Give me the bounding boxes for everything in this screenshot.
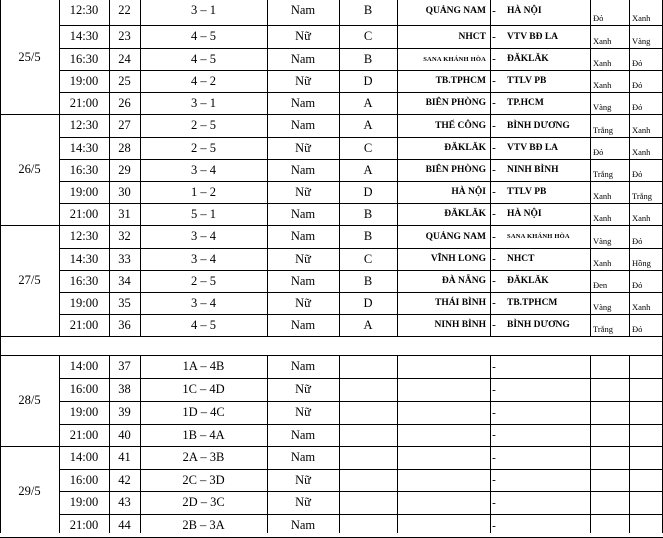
jersey-color-a: Trắng (593, 125, 613, 135)
match-number: 24 (118, 51, 131, 66)
jersey-color-a: Xanh (593, 36, 612, 46)
team-separator: - (492, 451, 496, 464)
team-separator: - (492, 4, 496, 17)
match-pool (339, 469, 397, 491)
match-gender: Nam (290, 206, 316, 221)
match-time: 21:00 (69, 427, 99, 442)
match-number: 35 (118, 295, 131, 310)
match-score: 3 – 1 (191, 95, 216, 110)
team-b: BÌNH DƯƠNG (507, 320, 570, 330)
team-separator: - (492, 208, 496, 220)
match-score: 2C – 3D (182, 472, 225, 487)
jersey-color-b (629, 401, 663, 424)
team-b (498, 378, 590, 401)
jersey-color-b (629, 378, 663, 401)
team-a (397, 446, 490, 469)
team-b: NHCT (507, 254, 535, 264)
team-a: ĐĂKLĂK (444, 143, 486, 153)
match-pool: A (363, 95, 373, 110)
match-pool: A (363, 317, 373, 332)
team-a (397, 424, 490, 446)
match-pool (339, 378, 397, 401)
team-separator: - (492, 142, 496, 154)
match-pool: B (363, 3, 373, 17)
team-a: THỂ CÔNG (435, 120, 486, 131)
team-b (498, 514, 590, 537)
match-gender: Nam (290, 273, 316, 288)
match-time: 16:30 (69, 51, 99, 66)
jersey-color-a: Xanh (593, 58, 612, 68)
team-separator: - (492, 406, 496, 419)
match-time: 12:30 (69, 3, 99, 17)
jersey-color-b (629, 469, 663, 491)
match-number: 25 (118, 73, 131, 88)
match-score: 2 – 5 (191, 118, 216, 132)
match-score: 1 – 2 (191, 184, 216, 199)
jersey-color-a: Đỏ (593, 147, 604, 157)
team-a: QUẢNG NAM (425, 231, 486, 242)
team-separator: - (492, 474, 496, 486)
match-gender: Nam (290, 317, 316, 332)
jersey-color-b: Đỏ (632, 80, 643, 90)
match-number: 27 (118, 118, 131, 132)
team-a (397, 355, 490, 378)
team-separator: - (492, 383, 496, 396)
jersey-color-a: Xanh (593, 80, 612, 90)
team-separator: - (492, 429, 496, 441)
match-date: 25/5 (18, 49, 41, 64)
match-score: 1B – 4A (182, 427, 225, 442)
team-a: BIÊN PHÒNG (425, 165, 486, 175)
team-separator: - (492, 186, 496, 198)
match-number: 38 (118, 382, 131, 396)
match-score: 3 – 4 (191, 295, 216, 310)
match-number: 28 (118, 140, 131, 155)
jersey-color-b: Trắng (632, 191, 652, 201)
team-separator: - (492, 119, 496, 132)
team-b (498, 446, 590, 469)
match-number: 29 (118, 162, 131, 177)
match-gender: Nữ (295, 140, 311, 155)
match-gender: Nữ (295, 184, 311, 199)
match-time: 21:00 (69, 206, 99, 221)
team-separator: - (492, 164, 496, 176)
jersey-color-b: Xanh (632, 213, 651, 223)
jersey-color-b: Xanh (632, 13, 651, 23)
jersey-color-b (629, 355, 663, 378)
team-b: VTV BĐ LA (507, 31, 559, 42)
team-a: THÁI BÌNH (435, 298, 486, 308)
match-time: 16:00 (69, 382, 99, 396)
team-b: TTLV PB (507, 76, 547, 86)
team-separator: - (492, 97, 496, 109)
match-time: 14:30 (69, 251, 99, 266)
jersey-color-b (629, 424, 663, 446)
team-b (498, 355, 590, 378)
match-gender: Nam (290, 450, 316, 464)
jersey-color-b: Hồng (632, 258, 651, 268)
match-number: 31 (118, 206, 131, 221)
match-number: 39 (118, 405, 131, 419)
jersey-color-b: Xanh (632, 302, 651, 312)
match-number: 36 (118, 317, 131, 332)
match-number: 42 (118, 472, 131, 487)
match-time: 19:00 (69, 405, 99, 419)
match-time: 14:30 (69, 29, 99, 43)
match-time: 16:30 (69, 273, 99, 288)
team-a: QUẢNG NAM (425, 5, 486, 16)
match-pool: D (363, 73, 373, 88)
match-time: 19:00 (69, 184, 99, 199)
team-separator: - (492, 53, 496, 65)
team-a: BIÊN PHÒNG (425, 98, 486, 108)
match-number: 43 (118, 495, 131, 509)
match-pool (339, 355, 397, 378)
match-time: 14:00 (69, 450, 99, 464)
match-pool (339, 401, 397, 424)
team-b: ĐĂKLĂK (507, 54, 549, 64)
match-score: 2A – 3B (182, 450, 225, 464)
match-score: 4 – 5 (191, 51, 216, 66)
team-b (498, 491, 590, 514)
jersey-color-b: Đỏ (632, 102, 643, 112)
match-score: 1C – 4D (182, 382, 225, 396)
jersey-color-a: Xanh (593, 191, 612, 201)
jersey-color-a: Vàng (593, 102, 612, 112)
match-score: 5 – 1 (191, 206, 216, 221)
team-b (498, 469, 590, 491)
team-a: NINH BÌNH (434, 320, 486, 330)
match-score: 3 – 1 (191, 3, 216, 17)
team-a (397, 401, 490, 424)
team-separator: - (492, 30, 496, 43)
team-b: HÀ NỘI (507, 209, 542, 219)
team-a (397, 491, 490, 514)
jersey-color-b (629, 491, 663, 514)
jersey-color-b: Đỏ (632, 280, 643, 290)
match-score: 1D – 4C (182, 405, 225, 419)
match-gender: Nữ (295, 295, 311, 310)
match-time: 19:00 (69, 295, 99, 310)
jersey-color-a (590, 401, 629, 424)
jersey-color-a: Đen (593, 280, 608, 290)
match-score: 2B – 3A (182, 518, 225, 532)
team-b: VTV BĐ LA (507, 143, 559, 153)
match-number: 33 (118, 251, 131, 266)
jersey-color-b: Xanh (632, 125, 651, 135)
team-b: TP.HCM (507, 98, 544, 108)
jersey-color-a (590, 491, 629, 514)
match-number: 37 (118, 359, 131, 373)
match-pool: A (363, 118, 373, 132)
team-b: TTLV PB (507, 187, 547, 197)
match-time: 21:00 (69, 518, 99, 532)
match-pool (339, 424, 397, 446)
jersey-color-a (590, 469, 629, 491)
team-separator: - (492, 360, 496, 373)
jersey-color-a: Đỏ (593, 13, 604, 23)
jersey-color-a: Trắng (593, 324, 613, 334)
match-number: 41 (118, 450, 131, 464)
match-score: 2D – 3C (182, 495, 225, 509)
team-separator: - (492, 275, 496, 287)
team-separator: - (492, 75, 496, 87)
match-time: 21:00 (69, 95, 99, 110)
match-gender: Nam (290, 162, 316, 177)
match-gender: Nữ (295, 251, 311, 266)
jersey-color-b: Xanh (632, 147, 651, 157)
match-score: 3 – 4 (191, 162, 216, 177)
match-gender: Nam (290, 3, 316, 17)
team-a: NHCT (458, 31, 486, 42)
match-time: 12:30 (69, 229, 99, 243)
match-time: 14:30 (69, 140, 99, 155)
jersey-color-b (629, 446, 663, 469)
match-number: 26 (118, 95, 131, 110)
team-b: ĐĂKLĂK (507, 276, 549, 286)
match-pool: C (363, 29, 373, 43)
jersey-color-a: Xanh (593, 213, 612, 223)
match-date: 28/5 (18, 393, 41, 407)
match-number: 32 (118, 229, 131, 243)
match-gender: Nữ (295, 29, 311, 43)
match-number: 34 (118, 273, 131, 288)
team-b (498, 401, 590, 424)
match-number: 40 (118, 427, 131, 442)
match-score: 2 – 5 (191, 273, 216, 288)
match-gender: Nam (290, 118, 316, 132)
team-a: TB.TPHCM (435, 76, 486, 86)
match-number: 23 (118, 29, 131, 43)
team-b: HÀ NỘI (507, 5, 542, 16)
match-pool: B (363, 229, 373, 243)
team-a (397, 469, 490, 491)
match-pool (339, 446, 397, 469)
team-b (498, 424, 590, 446)
match-number: 22 (118, 3, 131, 17)
match-gender: Nữ (295, 472, 311, 487)
match-number: 44 (118, 518, 131, 532)
jersey-color-b (629, 514, 663, 537)
match-date: 29/5 (18, 484, 41, 498)
jersey-color-a: Trắng (593, 169, 613, 179)
match-pool: C (363, 140, 373, 155)
jersey-color-b: Đỏ (632, 58, 643, 68)
team-separator: - (492, 319, 496, 331)
team-a (397, 514, 490, 537)
match-time: 12:30 (69, 118, 99, 132)
match-date: 26/5 (18, 162, 41, 176)
match-score: 4 – 2 (191, 73, 216, 88)
team-a: HÀ NỘI (451, 187, 486, 197)
match-pool: B (363, 273, 373, 288)
team-a: ĐÀ NẴNG (441, 276, 486, 286)
match-gender: Nữ (295, 382, 311, 396)
match-pool: D (363, 295, 373, 310)
match-pool: B (363, 51, 373, 66)
team-b: TB.TPHCM (507, 298, 558, 308)
match-pool: A (363, 162, 373, 177)
jersey-color-b: Đỏ (632, 236, 643, 246)
match-gender: Nam (290, 229, 316, 243)
match-gender: Nam (290, 518, 316, 532)
match-score: 3 – 4 (191, 251, 216, 266)
match-pool (339, 491, 397, 514)
match-time: 14:00 (69, 359, 99, 373)
match-gender: Nam (290, 95, 316, 110)
match-time: 16:30 (69, 162, 99, 177)
match-time: 16:00 (69, 472, 99, 487)
jersey-color-a: Xanh (593, 258, 612, 268)
match-pool: C (363, 251, 373, 266)
match-time: 19:00 (69, 73, 99, 88)
match-pool: B (363, 206, 373, 221)
jersey-color-a (590, 378, 629, 401)
match-date: 27/5 (18, 273, 41, 287)
match-time: 21:00 (69, 317, 99, 332)
match-score: 2 – 5 (191, 140, 216, 155)
team-b: NINH BÌNH (507, 165, 559, 175)
team-b: SANA KHÁNH HÒA (507, 233, 570, 240)
team-separator: - (492, 297, 496, 309)
jersey-color-b: Vàng (632, 36, 651, 46)
jersey-color-b: Đỏ (632, 324, 643, 334)
match-gender: Nữ (295, 73, 311, 88)
team-a: SANA KHÁNH HÒA (423, 55, 486, 63)
match-score: 4 – 5 (191, 29, 216, 43)
match-score: 1A – 4B (182, 359, 225, 373)
team-separator: - (492, 496, 496, 509)
match-score: 3 – 4 (191, 229, 216, 243)
jersey-color-a (590, 446, 629, 469)
match-gender: Nam (290, 427, 316, 442)
team-a: VĨNH LONG (430, 254, 486, 264)
team-a: ĐĂKLĂK (444, 209, 486, 219)
match-score: 4 – 5 (191, 317, 216, 332)
match-gender: Nam (290, 359, 316, 373)
team-a (397, 378, 490, 401)
jersey-color-a: Vàng (593, 236, 612, 246)
match-pool (339, 514, 397, 537)
team-b: BÌNH DƯƠNG (507, 120, 570, 131)
team-separator: - (492, 253, 496, 265)
team-separator: - (492, 230, 496, 243)
match-time: 19:00 (69, 495, 99, 509)
jersey-color-a (590, 424, 629, 446)
jersey-color-a (590, 514, 629, 537)
jersey-color-b: Đỏ (632, 169, 643, 179)
jersey-color-a (590, 355, 629, 378)
match-number: 30 (118, 184, 131, 199)
match-gender: Nữ (295, 495, 311, 509)
team-separator: - (492, 519, 496, 532)
match-gender: Nam (290, 51, 316, 66)
match-pool: D (363, 184, 373, 199)
match-gender: Nữ (295, 405, 311, 419)
jersey-color-a: Vàng (593, 302, 612, 312)
